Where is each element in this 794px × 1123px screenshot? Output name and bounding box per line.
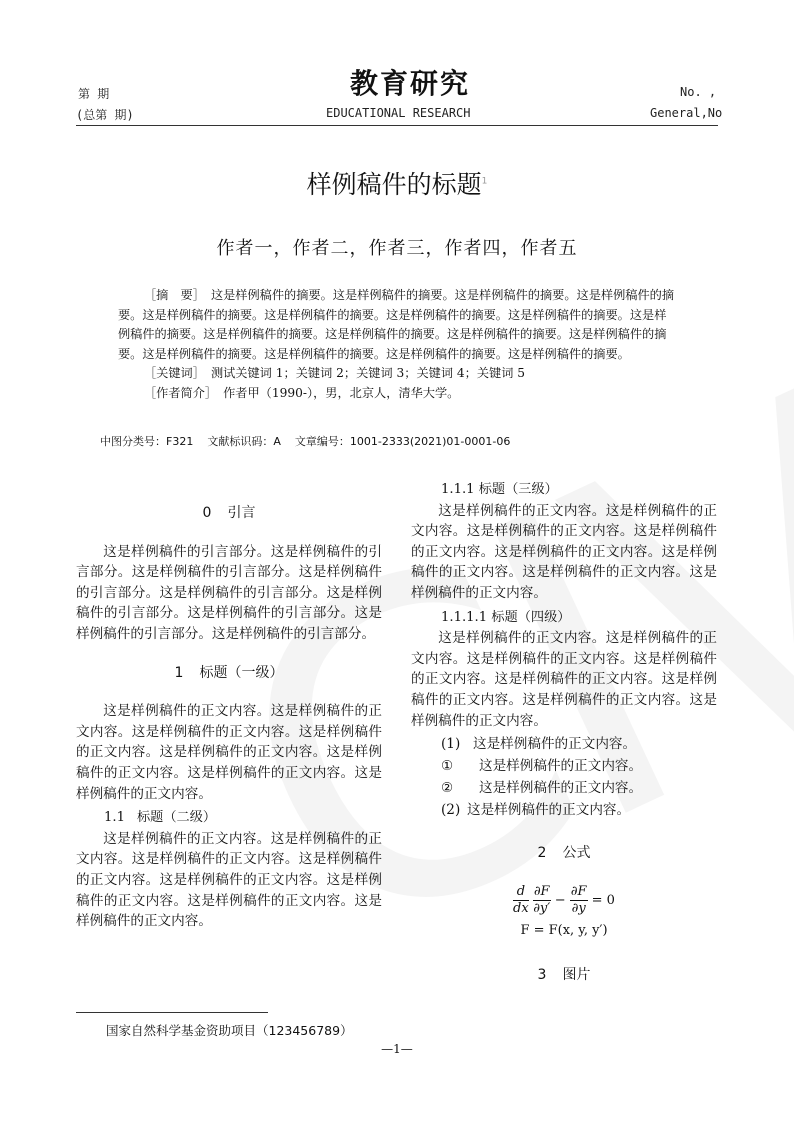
numerator: ∂F [533, 883, 550, 899]
list-marker: ① [441, 758, 454, 775]
page-number: —1— [381, 1042, 413, 1056]
subsection-heading-1-1-1: 1.1.1 标题（三级） [441, 482, 558, 497]
section-title: 图片 [562, 967, 591, 984]
abstract-text: 这是样例稿件的摘要。这是样例稿件的摘要。这是样例稿件的摘要。这是样例稿件的摘要。这是样例稿件的摘要。这是样例稿件的摘要。这是样例稿件的摘要。这是样例稿件的摘要。这是样例稿件的摘要。这是样例稿件的摘要。这是样例稿件的摘要。这是样例稿件的摘要。这是样例稿件的摘要。这是样例稿件的摘要。这是样例稿件的摘要。这是样例稿件的摘要。这是样例稿件的摘要。 [118, 288, 675, 361]
author-intro-text: 作者甲（1990-），男，北京人，清华大学。 [223, 385, 460, 400]
keywords-label: ［关键词］ [144, 366, 205, 380]
abstract-label: ［摘 要］ [144, 288, 205, 302]
minus-sign: − [554, 892, 566, 908]
list-item [441, 755, 717, 777]
section-heading-1 [76, 663, 382, 684]
list-text: 这是样例稿件的正文内容。 [479, 758, 643, 775]
section-heading-3 [411, 965, 717, 986]
equals-zero: = 0 [591, 892, 615, 908]
formula-euler-lagrange [411, 884, 717, 917]
subsection-heading-1-1 [104, 808, 382, 829]
body-paragraph: 这是样例稿件的正文内容。这是样例稿件的正文内容。这是样例稿件的正文内容。这是样例稿件的正文内容。这是样例稿件的正文内容。这是样例稿件的正文内容。这是样例稿件的正文内容。这是样例稿件的正文内容。 [411, 630, 717, 729]
list-text: 这是样例稿件的正文内容。 [467, 802, 631, 819]
list-item [441, 799, 717, 821]
fraction-d-dx [513, 884, 529, 917]
body-paragraph: 这是样例稿件的正文内容。这是样例稿件的正文内容。这是样例稿件的正文内容。这是样例稿件的正文内容。这是样例稿件的正文内容。这是样例稿件的正文内容。这是样例稿件的正文内容。这是样例稿件的正文内容。 [411, 502, 717, 601]
issue-total-label: (总第 期) [76, 108, 134, 122]
section-number: 0 [202, 505, 212, 521]
footnote-text: 国家自然科学基金资助项目（123456789） [106, 1023, 353, 1038]
author-list: 作者一，作者二，作者三，作者四，作者五 [216, 238, 578, 259]
section-heading-2 [411, 843, 717, 864]
subsection-number: 1.1 [104, 810, 125, 826]
body-paragraph: 这是样例稿件的正文内容。这是样例稿件的正文内容。这是样例稿件的正文内容。这是样例稿件的正文内容。这是样例稿件的正文内容。这是样例稿件的正文内容。这是样例稿件的正文内容。这是样例稿件的正文内容。 [76, 703, 382, 802]
footnote-rule [76, 1012, 268, 1013]
denominator: dx [513, 900, 529, 916]
numbered-list [411, 733, 717, 821]
abstract-block [118, 286, 676, 403]
section-number: 1 [174, 664, 184, 681]
clc-code: 中图分类号：F321 [100, 435, 194, 448]
title-footnote-mark: 1 [481, 176, 488, 187]
list-marker: (1) [441, 736, 461, 753]
section-title: 引言 [227, 505, 256, 521]
document-code: 文献标识码：A [207, 435, 281, 448]
article-number: 文章编号：1001-2333(2021)01-0001-06 [294, 435, 511, 448]
subsection-heading-1-1-1-1: 1.1.1.1 标题（四级） [441, 609, 571, 625]
list-marker: ② [441, 780, 454, 797]
right-column [411, 480, 717, 986]
journal-name-en: EDUCATIONAL RESEARCH [326, 106, 471, 120]
classification-line [100, 433, 524, 449]
numerator: ∂F [570, 883, 587, 899]
left-column [76, 503, 382, 932]
section-number: 2 [537, 845, 547, 862]
article-title-text: 样例稿件的标题 [306, 170, 482, 199]
list-item [441, 777, 717, 799]
formula-F-definition: F = F(x, y, y′) [520, 922, 608, 938]
intro-paragraph: 这是样例稿件的引言部分。这是样例稿件的引言部分。这是样例稿件的引言部分。这是样例稿件的引言部分。这是样例稿件的引言部分。这是样例稿件的引言部分。这是样例稿件的引言部分。这是样例稿件的引言部分。这是样例稿件的引言部分。 [76, 543, 382, 642]
keywords-text: 测试关键词 1；关键词 2；关键词 3；关键词 4；关键词 5 [210, 366, 526, 380]
section-heading-0 [76, 503, 382, 524]
numerator: d [513, 884, 529, 901]
section-title: 公式 [562, 845, 591, 862]
issue-no: No. , [680, 85, 717, 99]
list-marker: (2) [441, 802, 461, 819]
list-item [441, 733, 717, 755]
author-intro-label: ［作者简介］ [144, 385, 218, 400]
article-title [0, 165, 794, 201]
subsection-title: 标题（二级） [136, 810, 217, 826]
list-text: 这是样例稿件的正文内容。 [473, 736, 637, 753]
body-paragraph: 这是样例稿件的正文内容。这是样例稿件的正文内容。这是样例稿件的正文内容。这是样例稿件的正文内容。这是样例稿件的正文内容。这是样例稿件的正文内容。这是样例稿件的正文内容。这是样例稿件的正文内容。 [76, 830, 382, 930]
list-text: 这是样例稿件的正文内容。 [479, 780, 643, 797]
fraction-dF-dy [570, 884, 588, 917]
journal-logo: 教育研究 [350, 67, 471, 100]
denominator: ∂y′ [533, 900, 551, 916]
header-rule [76, 125, 718, 126]
general-no: General,No [650, 106, 723, 120]
section-number: 3 [537, 967, 547, 984]
section-title: 标题（一级） [199, 664, 284, 681]
denominator: ∂y [571, 900, 586, 916]
fraction-dF-dyprime [533, 884, 551, 917]
issue-label: 第 期 [78, 87, 110, 101]
